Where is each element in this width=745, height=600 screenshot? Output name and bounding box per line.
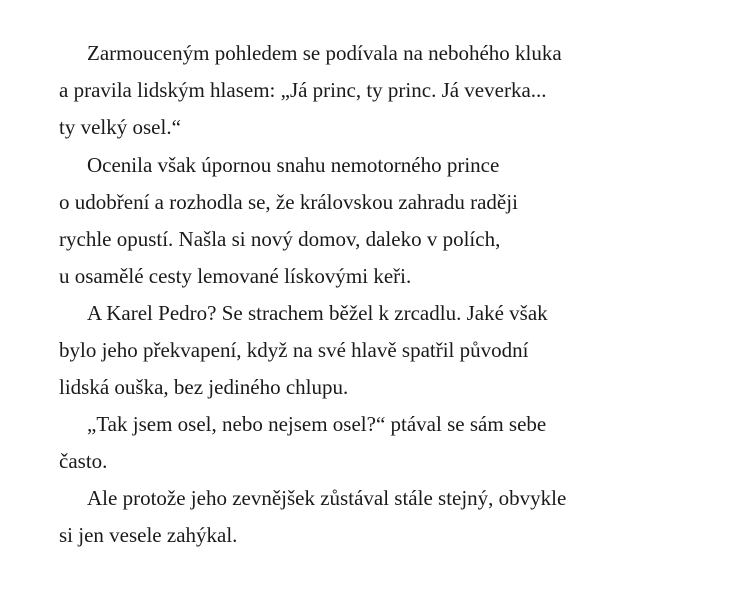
- paragraph-3-line-1: A Karel Pedro? Se strachem běžel k zrcadlu. Jaké však: [87, 301, 548, 325]
- paragraph-5-line-2: si jen vesele zahýkal.: [59, 523, 238, 547]
- paragraph-5-line-1: Ale protože jeho zevnějšek zůstával stále stejný, obvykle: [87, 486, 567, 510]
- paragraph-2-line-2: o udobření a rozhodla se, že královskou zahradu raději: [59, 190, 518, 214]
- paragraph-1-line-1: Zarmouceným pohledem se podívala na nebohého kluka: [87, 41, 562, 65]
- paragraph-2-line-1: Ocenila však úpornou snahu nemotorného prince: [87, 153, 500, 177]
- paragraph-2-line-3: rychle opustí. Našla si nový domov, daleko v polích,: [59, 227, 501, 251]
- paragraph-1-line-3: ty velký osel.“: [59, 115, 181, 139]
- paragraph-2-line-4: u osamělé cesty lemované lískovými keři.: [59, 264, 412, 288]
- paragraph-4-line-1: „Tak jsem osel, nebo nejsem osel?“ ptával se sám sebe: [87, 412, 547, 436]
- paragraph-3-line-3: lidská ouška, bez jediného chlupu.: [59, 375, 349, 399]
- paragraph-4-line-2: často.: [59, 449, 108, 473]
- paragraph-3-line-2: bylo jeho překvapení, když na své hlavě spatřil původní: [59, 338, 529, 362]
- paragraph-1-line-2: a pravila lidským hlasem: „Já princ, ty princ. Já veverka...: [59, 78, 547, 102]
